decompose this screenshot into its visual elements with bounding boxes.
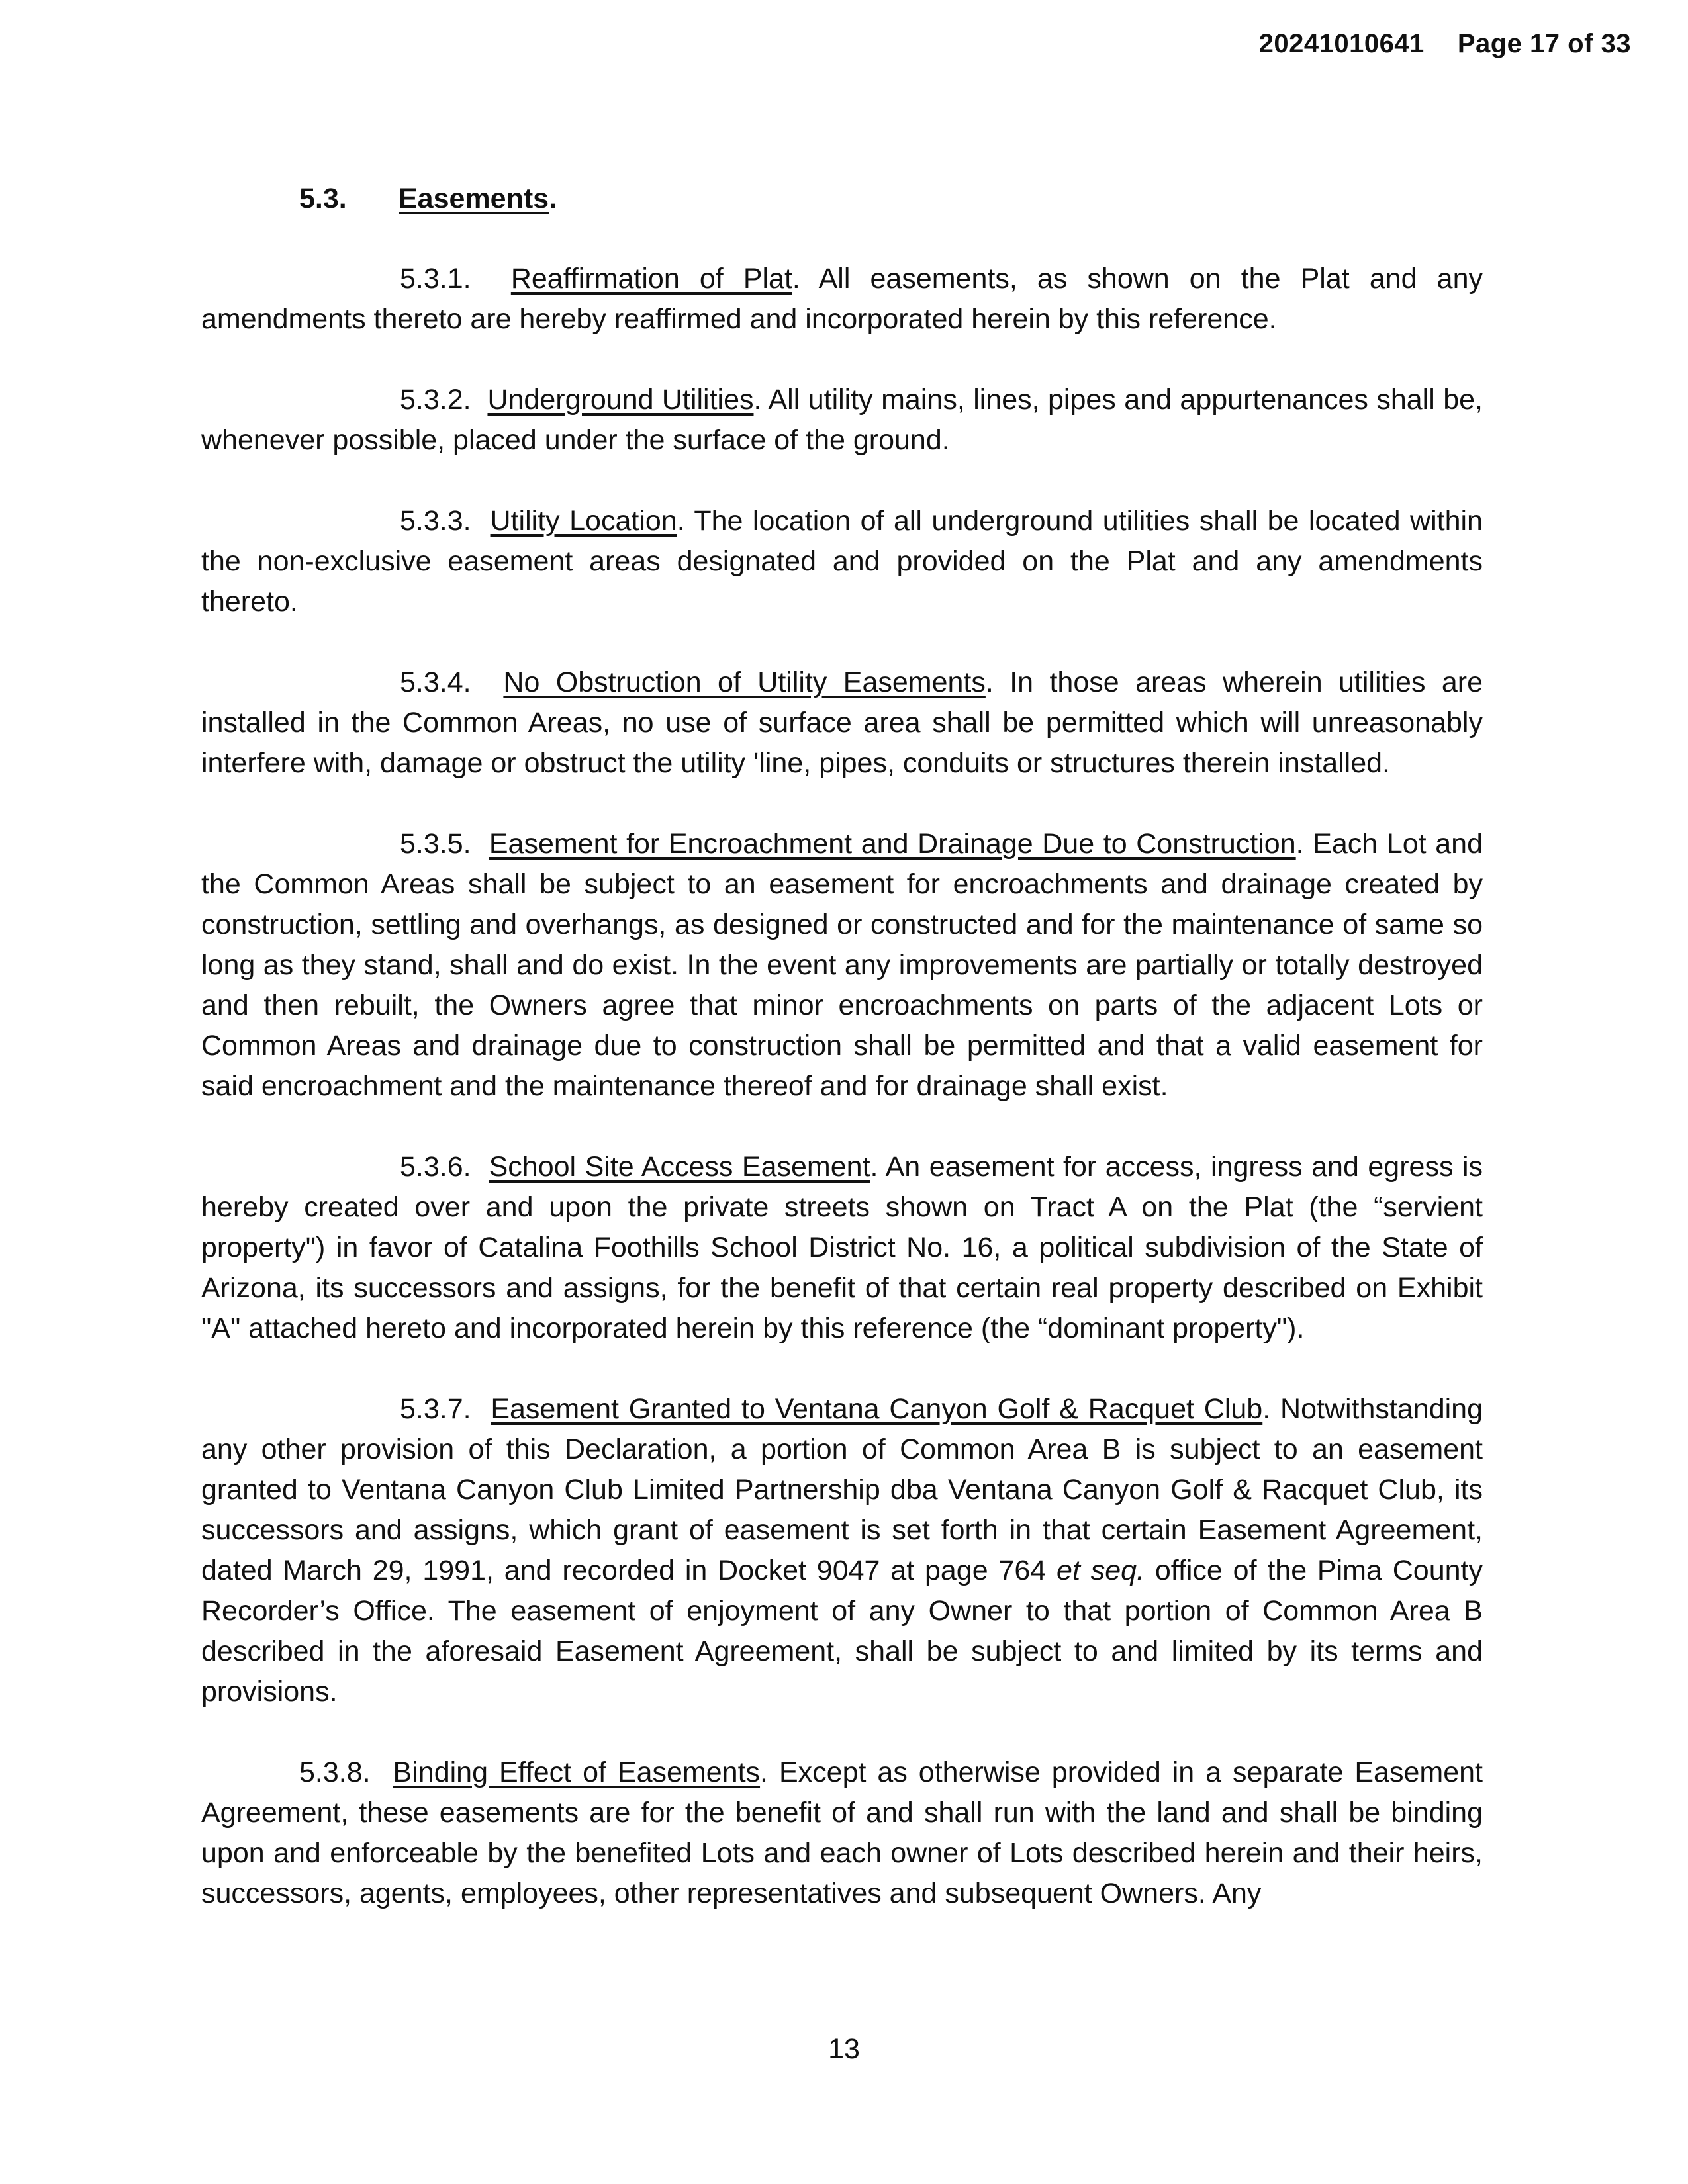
paragraph-number: 5.3.2. [400,384,471,416]
paragraph-5-3-5 [201,824,1483,1107]
paragraph-title: Easement for Encroachment and Drainage Due to Construction [489,828,1296,860]
paragraph-5-3-6 [201,1147,1483,1349]
paragraph-5-3-2 [201,380,1483,461]
paragraph-title: Easement Granted to Ventana Canyon Golf & Racquet Club [491,1393,1263,1425]
paragraph-title: School Site Access Easement [489,1151,870,1183]
paragraph-text: . In those areas wherein utilities are installed in the Common Areas, no use of surface area shall be permitted which will unreasonably interfere with, damage or obstruct the utility 'line, pipes, conduits or structures therein installed. [201,666,1483,779]
paragraph-number: 5.3.5. [400,828,471,860]
paragraph-text-italic: et seq. [1056,1555,1145,1586]
paragraph-5-3-1 [201,259,1483,340]
section-title: Easements [399,183,549,214]
section-title-period: . [549,183,557,214]
paragraph-text-continued: office of the Pima County Recorder’s Office. The easement of enjoyment of any Owner to that portion of Common Area B described in the aforesaid Easement Agreement, shall be subject to and limited by its terms and provisions. [201,1555,1483,1707]
paragraph-text: . Notwithstanding any other provision of this Declaration, a portion of Common Area B is subject to an easement granted to Ventana Canyon Club Limited Partnership dba Ventana Canyon Golf & Racquet Club, its successors and assigns, which grant of easement is set forth in that certain Easement Agreement, dated March 29, 1991, and recorded in Docket 9047 at page 764 [201,1393,1483,1586]
section-number: 5.3. [299,183,347,214]
document-body [201,179,1483,1954]
paragraph-number: 5.3.7. [400,1393,471,1425]
document-number: 20241010641 [1258,29,1425,58]
page-number: 13 [828,2033,860,2065]
page-label: Page 17 of 33 [1457,29,1631,58]
paragraph-5-3-3 [201,501,1483,622]
section-heading [201,179,1483,219]
paragraph-5-3-8 [201,1752,1483,1914]
paragraph-5-3-4 [201,662,1483,784]
paragraph-text: . Each Lot and the Common Areas shall be subject to an easement for encroachments and drainage created by construction, settling and overhangs, as designed or constructed and for the maintenance of same so long as they stand, shall and do exist. In the event any improvements are partially or totally destroyed and then rebuilt, the Owners agree that minor encroachments on parts of the adjacent Lots or Common Areas and drainage due to construction shall be permitted and that a valid easement for said encroachment and the maintenance thereof and for drainage shall exist. [201,828,1483,1102]
paragraph-title: Underground Utilities [487,384,754,416]
paragraph-text: . Except as otherwise provided in a separate Easement Agreement, these easements are for the benefit of and shall run with the land and shall be binding upon and enforceable by the benefited Lots and each owner of Lots described herein and their heirs, successors, agents, employees, other representatives and subsequent Owners. Any [201,1756,1483,1909]
paragraph-number: 5.3.1. [400,263,471,295]
paragraph-title: Reaffirmation of Plat [510,263,792,295]
paragraph-text: . All easements, as shown on the Plat and any amendments thereto are hereby reaffirmed and incorporated herein by this reference. [201,263,1483,335]
paragraph-title: Utility Location [490,505,677,537]
paragraph-title: Binding Effect of Easements [393,1756,761,1788]
paragraph-number: 5.3.6. [400,1151,471,1183]
paragraph-text: . All utility mains, lines, pipes and appurtenances shall be, whenever possible, placed under the surface of the ground. [201,384,1483,456]
paragraph-number: 5.3.3. [400,505,471,537]
paragraph-text: . The location of all underground utilities shall be located within the non-exclusive easement areas designated and provided on the Plat and any amendments thereto. [201,505,1483,617]
paragraph-number: 5.3.8. [299,1756,371,1788]
recording-stamp [1259,29,1631,59]
paragraph-title: No Obstruction of Utility Easements [503,666,986,698]
paragraph-5-3-7 [201,1389,1483,1712]
paragraph-number: 5.3.4. [400,666,471,698]
paragraph-text: . An easement for access, ingress and egress is hereby created over and upon the private streets shown on Tract A on the Plat (the “servient property") in favor of Catalina Foothills School District No. 16, a political subdivision of the State of Arizona, its successors and assigns, for the benefit of that certain real property described on Exhibit "A" attached hereto and incorporated herein by this reference (the “dominant property"). [201,1151,1483,1344]
